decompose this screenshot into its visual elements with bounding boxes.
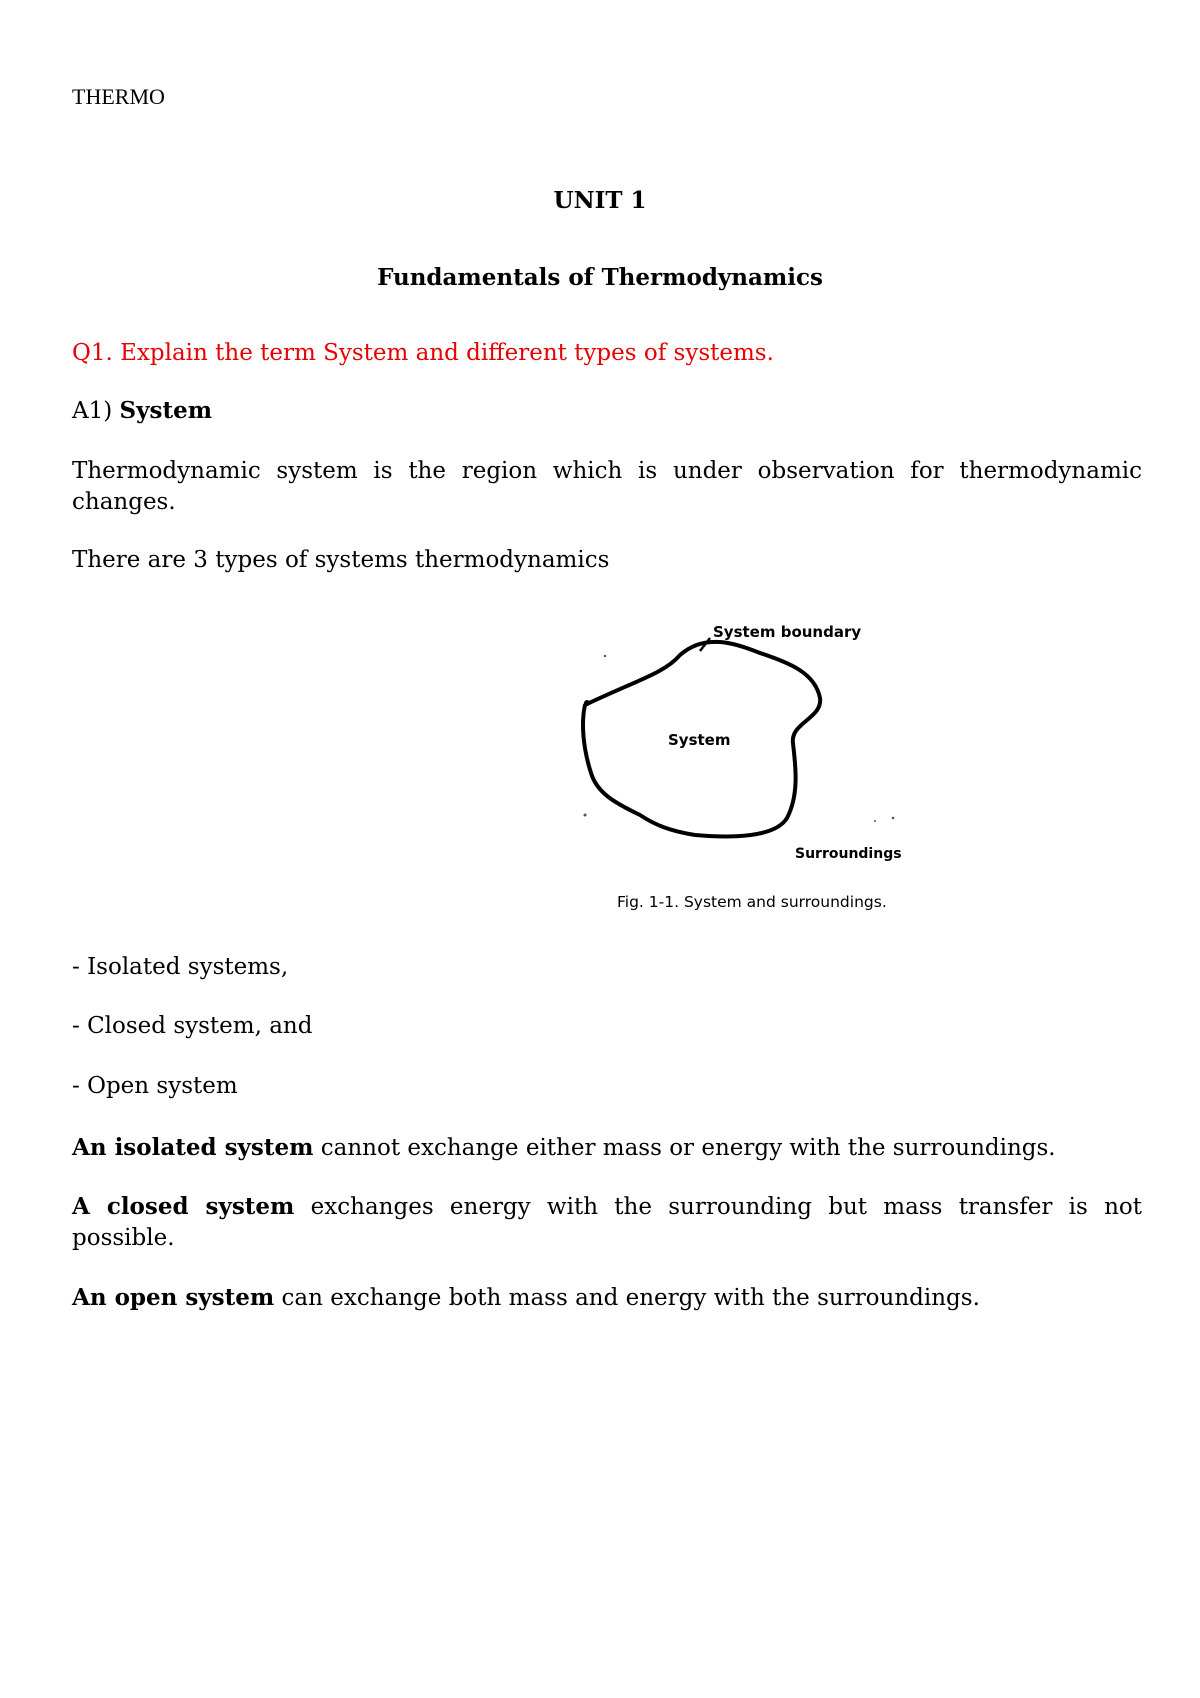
closed-definition (72, 1191, 1142, 1254)
open-definition (72, 1282, 1142, 1314)
unit-title: UNIT 1 (553, 187, 647, 214)
isolated-text: cannot exchange either mass or energy with the surroundings. (313, 1135, 1056, 1161)
boundary-dot (584, 700, 590, 706)
label-surroundings: Surroundings (795, 846, 902, 862)
system-surroundings-figure (575, 603, 930, 928)
open-text: can exchange both mass and energy with the surroundings. (274, 1285, 980, 1311)
list-item-closed: - Closed system, and (72, 1013, 313, 1039)
answer-topic: System (119, 397, 213, 424)
answer-label: A1) (72, 398, 120, 424)
speck-4 (874, 820, 876, 822)
types-intro-paragraph: There are 3 types of systems thermodynamics (72, 547, 610, 573)
open-term: An open system (72, 1284, 275, 1311)
speck-2 (584, 814, 587, 817)
list-item-open: - Open system (72, 1073, 238, 1099)
system-diagram (575, 603, 930, 928)
speck-3 (892, 817, 895, 820)
list-item-isolated: - Isolated systems, (72, 954, 289, 980)
label-system-boundary: System boundary (713, 623, 862, 641)
closed-text: exchanges energy with the surrounding but mass transfer is not possible. (72, 1194, 1142, 1251)
isolated-term: An isolated system (72, 1134, 314, 1161)
closed-term: A closed system (72, 1193, 295, 1220)
figure-caption: Fig. 1-1. System and surroundings. (617, 893, 887, 911)
definition-paragraph: Thermodynamic system is the region which is under observation for thermodynamic changes. (72, 458, 1142, 515)
unit-subtitle: Fundamentals of Thermodynamics (377, 264, 823, 291)
answer-heading (72, 397, 212, 424)
speck-1 (604, 655, 606, 657)
label-system: System (668, 731, 731, 749)
question-heading: Q1. Explain the term System and different types of systems. (72, 340, 774, 366)
page-header: THERMO (72, 84, 165, 109)
isolated-definition (72, 1132, 1142, 1164)
